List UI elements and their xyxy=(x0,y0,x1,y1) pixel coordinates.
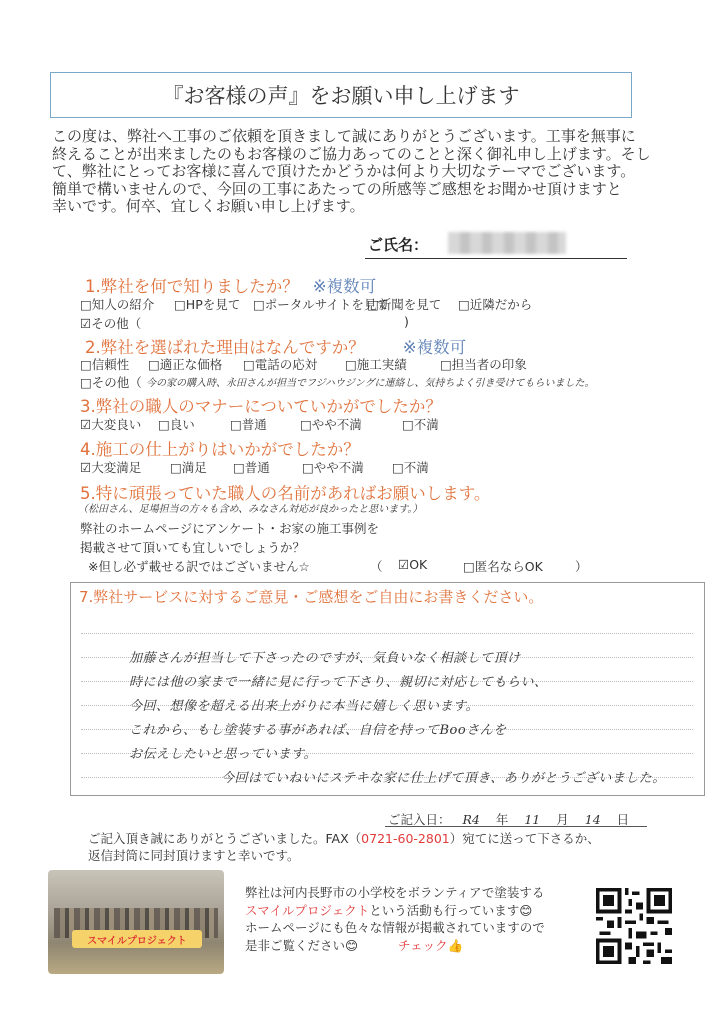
name-redacted xyxy=(448,232,566,254)
q6-paren: ） xyxy=(575,559,588,574)
project-name: スマイルプロジェクト xyxy=(245,902,370,918)
q3-option[interactable]: □普通 xyxy=(230,417,267,432)
q2-option[interactable]: □信頼性 xyxy=(80,357,130,372)
q2-option[interactable]: □施工実績 xyxy=(345,357,407,372)
fax-number: 0721-60-2801 xyxy=(361,831,450,846)
comment-line: 今回はていねいにステキな家に仕上げて頂き、ありがとうございました。 xyxy=(221,771,666,786)
project-line: スマイルプロジェクトという活動も行っています😊 xyxy=(245,902,533,918)
q4-option[interactable]: □満足 xyxy=(170,460,207,475)
q2-option-other[interactable]: □その他（ xyxy=(80,375,142,390)
comment-line: 時には他の家まで一緒に見に行って下さり、親切に対応してもらい、 xyxy=(129,675,548,690)
question-4: 4.施工の仕上がりはいかがでしたか？ xyxy=(80,440,360,459)
q1-option[interactable]: □HPを見て xyxy=(174,297,241,312)
q1-other-close: ) xyxy=(404,314,409,329)
question-1 xyxy=(85,273,376,297)
qr-code-icon[interactable] xyxy=(596,888,672,964)
date-month: 11 xyxy=(524,812,541,827)
comment-line: 今回、想像を超える出来上がりに本当に嬉しく思います。 xyxy=(129,699,479,714)
q2-option[interactable]: □電話の応対 xyxy=(243,357,318,372)
intro-line: 幸いです。何卒、宜しくお願い申し上げます。 xyxy=(52,197,365,215)
ruled-line xyxy=(81,633,693,634)
q4-option[interactable]: □普通 xyxy=(233,460,270,475)
footer-line: 返信封筒に同封頂けますと幸いです。 xyxy=(88,848,300,863)
q6-line: 弊社のホームページにアンケート・お家の施工事例を xyxy=(80,521,380,536)
q1-option[interactable]: □ポータルサイトを見て xyxy=(253,297,389,312)
intro-line: この度は、弊社へ工事のご依頼を頂きまして誠にありがとうございます。工事を無事に xyxy=(52,127,636,145)
q3-option[interactable]: ☑大変良い xyxy=(80,417,142,432)
smile-project-photo xyxy=(48,870,224,974)
comment-box[interactable] xyxy=(70,582,705,796)
q3-option[interactable]: □不満 xyxy=(402,417,439,432)
q6-note: ※但し必ず載せる訳ではございません☆ xyxy=(88,559,310,574)
q4-option[interactable]: □やや不満 xyxy=(302,460,364,475)
date-label: ご記入日： xyxy=(388,812,451,827)
survey-title: 『お客様の声』をお願い申し上げます xyxy=(50,72,632,118)
question-2-label: 2.弊社を選ばれた理由はなんですか？ xyxy=(85,338,365,357)
date-month-label: 月 xyxy=(556,812,569,827)
comment-line: これから、もし塗装する事があれば、自信を持ってBooさんを xyxy=(129,723,507,738)
q2-option[interactable]: □担当者の印象 xyxy=(440,357,527,372)
date-day: 14 xyxy=(584,812,601,827)
date-year-label: 年 xyxy=(495,812,509,827)
intro-line: 終えることが出来ましたのもお客様のご協力あってのことと深く御礼申し上げます。そし xyxy=(52,144,651,163)
project-line: 是非ご覧ください😊 チェック👍 xyxy=(245,937,464,953)
question-3: 3.弊社の職人のマナーについていかがでしたか？ xyxy=(80,397,442,416)
q3-option[interactable]: □良い xyxy=(158,417,195,432)
project-line: ホームページにも色々な情報が掲載されていますので xyxy=(245,920,545,935)
footer-text xyxy=(88,830,600,864)
q2-handwritten-answer: 今の家の購入時、永田さんが担当でフジハウジングに連絡し、気持ちよく引き受けてもらいました。 xyxy=(146,378,595,389)
q6-paren: （ xyxy=(370,559,383,574)
intro-line: 簡単で構いませんので、今回の工事にあたっての所感等ご感想をお聞かせ頂けますと xyxy=(52,179,622,198)
date-underline xyxy=(385,826,647,827)
q6-line: 掲載させて頂いても宜しいでしょうか？ xyxy=(80,540,306,555)
q4-option[interactable]: ☑大変満足 xyxy=(80,460,142,475)
comment-line: お伝えしたいと思っています。 xyxy=(129,747,317,762)
project-text xyxy=(245,884,545,954)
q1-option[interactable]: □新聞を見て xyxy=(367,297,442,312)
q1-option[interactable]: □知人の紹介 xyxy=(80,297,155,312)
name-label: ご氏名： xyxy=(368,236,429,254)
q4-option[interactable]: □不満 xyxy=(392,460,429,475)
q5-handwritten-answer: （松田さん、足場担当の方々も含め、みなさん対応が良かったと思います。） xyxy=(78,504,423,515)
project-banner: スマイルプロジェクト xyxy=(72,930,202,948)
footer-line: ご記入頂き誠にありがとうございました。FAX（0721-60-2801）宛てに送って下さるか、 xyxy=(88,831,600,846)
question-2-note: ※複数可 xyxy=(402,338,467,357)
name-underline xyxy=(365,258,627,259)
intro-line: て、弊社にとってお客様に喜んで頂けたかどうかは何より大切なテーマでございます。 xyxy=(52,162,636,180)
q1-option-other[interactable]: ☑その他（ xyxy=(80,316,142,331)
q3-option[interactable]: □やや不満 xyxy=(300,417,362,432)
q1-option[interactable]: □近隣だから xyxy=(458,297,533,312)
question-1-note: ※複数可 xyxy=(312,277,377,296)
q2-option[interactable]: □適正な価格 xyxy=(148,357,223,372)
question-7-label: 7.弊社サービスに対するご意見・ご感想をご自由にお書きください。 xyxy=(79,588,544,606)
intro-paragraph xyxy=(52,128,692,216)
check-link[interactable]: チェック👍 xyxy=(398,937,464,953)
date-era: R4 xyxy=(462,812,480,827)
q6-option-anonymous[interactable]: □匿名ならOK xyxy=(463,559,543,574)
comment-line: 加藤さんが担当して下さったのですが、気負いなく相談して頂け xyxy=(129,651,521,666)
q6-option-ok[interactable]: ☑OK xyxy=(398,557,428,572)
question-1-label: 1.弊社を何で知りましたか？ xyxy=(85,277,299,296)
date-day-label: 日 xyxy=(616,812,630,827)
question-5: 5.特に頑張っていた職人の名前があればお願いします。 xyxy=(80,484,491,503)
project-line: 弊社は河内長野市の小学校をボランティアで塗装する xyxy=(245,885,545,900)
